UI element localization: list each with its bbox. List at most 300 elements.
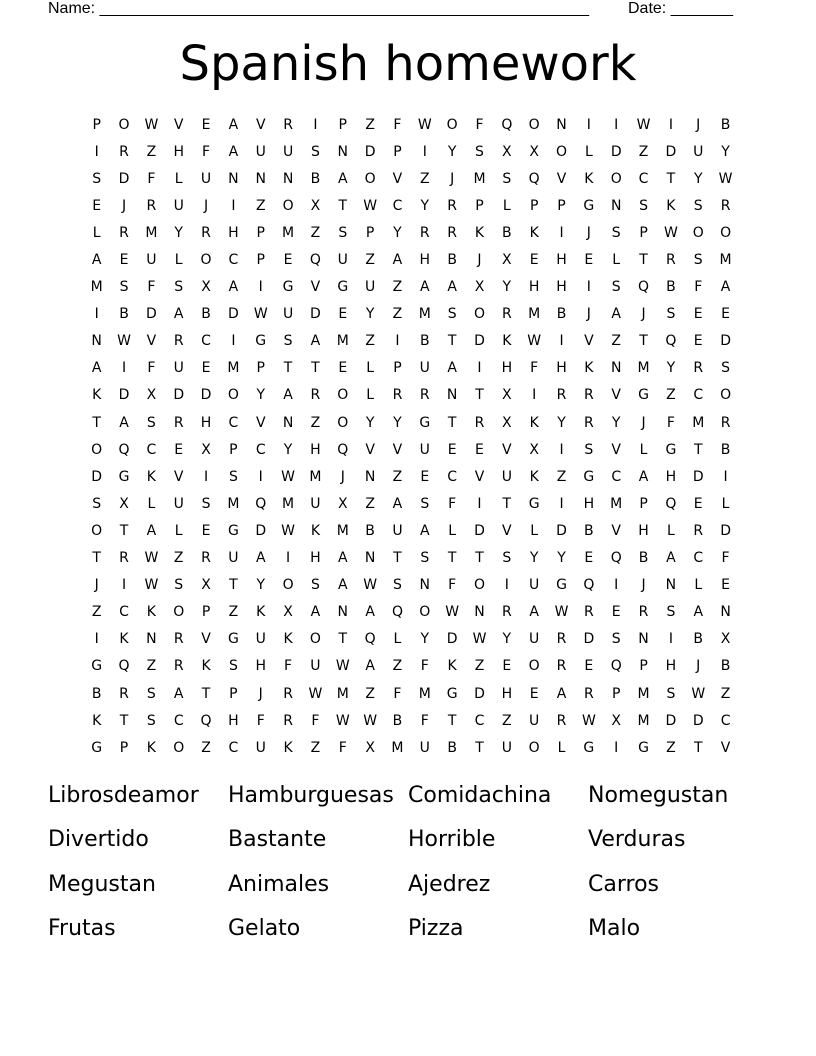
grid-letter[interactable]: E <box>529 252 539 269</box>
grid-letter[interactable]: Q <box>118 658 130 675</box>
grid-letter[interactable]: D <box>720 522 731 539</box>
grid-letter[interactable]: X <box>529 441 539 458</box>
grid-letter[interactable]: Z <box>392 658 403 675</box>
grid-letter[interactable]: F <box>147 170 156 187</box>
grid-letter[interactable]: A <box>529 604 539 621</box>
grid-letter[interactable]: K <box>283 631 293 648</box>
grid-letter[interactable]: V <box>310 279 321 296</box>
grid-letter[interactable]: K <box>666 197 676 214</box>
grid-letter[interactable]: Y <box>365 414 375 431</box>
grid-letter[interactable]: Y <box>393 414 402 431</box>
grid-letter[interactable]: K <box>92 387 102 404</box>
grid-letter[interactable]: K <box>502 333 512 350</box>
grid-letter[interactable]: M <box>336 333 349 350</box>
grid-letter[interactable]: Y <box>529 550 539 567</box>
grid-letter[interactable]: I <box>559 224 564 241</box>
grid-letter[interactable]: R <box>283 712 293 729</box>
grid-letter[interactable]: R <box>720 197 731 214</box>
grid-letter[interactable]: N <box>419 577 431 594</box>
grid-letter[interactable]: T <box>639 333 648 350</box>
grid-letter[interactable]: Z <box>310 414 321 431</box>
grid-letter[interactable]: S <box>310 143 320 160</box>
grid-letter[interactable]: P <box>639 495 648 512</box>
grid-letter[interactable]: Y <box>721 143 730 160</box>
grid-letter[interactable]: G <box>91 739 103 756</box>
grid-letter[interactable]: M <box>336 685 349 702</box>
grid-letter[interactable]: X <box>502 252 512 269</box>
grid-letter[interactable]: T <box>447 333 457 350</box>
grid-letter[interactable]: M <box>90 279 103 296</box>
grid-letter[interactable]: D <box>446 631 458 648</box>
grid-letter[interactable]: O <box>720 387 732 404</box>
grid-letter[interactable]: B <box>91 685 102 702</box>
grid-letter[interactable]: T <box>311 360 320 377</box>
grid-letter[interactable]: U <box>146 252 157 269</box>
grid-letter[interactable]: P <box>365 224 375 241</box>
grid-letter[interactable]: G <box>282 279 294 296</box>
grid-letter[interactable]: K <box>529 224 539 241</box>
grid-letter[interactable]: H <box>556 279 567 296</box>
grid-letter[interactable]: O <box>446 116 458 133</box>
grid-letter[interactable]: L <box>174 252 183 269</box>
grid-letter[interactable]: I <box>504 577 509 594</box>
grid-letter[interactable]: N <box>610 197 622 214</box>
grid-letter[interactable]: E <box>693 333 703 350</box>
grid-letter[interactable]: X <box>611 712 621 729</box>
grid-letter[interactable]: T <box>639 252 648 269</box>
grid-letter[interactable]: O <box>91 441 103 458</box>
grid-letter[interactable]: O <box>227 387 239 404</box>
grid-letter[interactable]: B <box>720 441 731 458</box>
grid-letter[interactable]: P <box>393 360 402 377</box>
grid-letter[interactable]: H <box>310 441 321 458</box>
grid-letter[interactable]: M <box>637 712 650 729</box>
grid-letter[interactable]: V <box>146 333 157 350</box>
grid-letter[interactable]: D <box>200 387 212 404</box>
grid-letter[interactable]: N <box>474 604 485 621</box>
grid-letter[interactable]: A <box>283 387 293 404</box>
grid-letter[interactable]: U <box>310 658 321 675</box>
grid-letter[interactable]: R <box>173 631 184 648</box>
grid-letter[interactable]: M <box>610 495 623 512</box>
grid-letter[interactable]: F <box>311 712 320 729</box>
grid-letter[interactable]: A <box>119 414 129 431</box>
grid-letter[interactable]: S <box>693 252 703 269</box>
grid-letter[interactable]: N <box>337 604 348 621</box>
grid-letter[interactable]: Y <box>393 224 402 241</box>
grid-letter[interactable]: B <box>720 116 731 133</box>
grid-letter[interactable]: A <box>611 306 621 323</box>
grid-letter[interactable]: R <box>638 604 649 621</box>
grid-letter[interactable]: T <box>693 739 703 756</box>
grid-letter[interactable]: D <box>310 306 321 323</box>
grid-letter[interactable]: Y <box>365 306 375 323</box>
grid-letter[interactable]: P <box>92 116 101 133</box>
grid-letter[interactable]: Z <box>365 495 375 512</box>
grid-letter[interactable]: V <box>611 441 621 458</box>
grid-letter[interactable]: Z <box>173 550 184 567</box>
grid-letter[interactable]: K <box>529 468 539 485</box>
grid-letter[interactable]: H <box>501 685 513 702</box>
grid-letter[interactable]: D <box>118 387 130 404</box>
grid-letter[interactable]: A <box>173 685 184 702</box>
grid-letter[interactable]: C <box>720 712 731 729</box>
grid-letter[interactable]: S <box>338 224 348 241</box>
grid-letter[interactable]: Q <box>364 631 376 648</box>
grid-letter[interactable]: L <box>639 441 648 458</box>
grid-letter[interactable]: E <box>420 468 430 485</box>
grid-letter[interactable]: A <box>720 279 731 296</box>
grid-letter[interactable]: Q <box>665 495 677 512</box>
grid-letter[interactable]: C <box>255 441 266 458</box>
grid-letter[interactable]: I <box>586 116 591 133</box>
grid-letter[interactable]: T <box>283 360 293 377</box>
grid-letter[interactable]: E <box>92 197 102 214</box>
grid-letter[interactable]: K <box>474 224 485 241</box>
grid-letter[interactable]: Z <box>556 468 567 485</box>
grid-letter[interactable]: A <box>310 604 321 621</box>
grid-letter[interactable]: U <box>310 495 321 512</box>
grid-letter[interactable]: G <box>446 685 458 702</box>
grid-letter[interactable]: Y <box>447 143 457 160</box>
grid-letter[interactable]: D <box>474 685 485 702</box>
grid-letter[interactable]: A <box>91 360 102 377</box>
grid-letter[interactable]: V <box>255 116 266 133</box>
grid-letter[interactable]: G <box>638 387 649 404</box>
grid-letter[interactable]: O <box>118 116 130 133</box>
grid-letter[interactable]: E <box>502 658 512 675</box>
grid-letter[interactable]: K <box>201 658 211 675</box>
grid-letter[interactable]: J <box>94 577 99 594</box>
grid-letter[interactable]: E <box>693 495 703 512</box>
grid-letter[interactable]: U <box>501 468 512 485</box>
grid-letter[interactable]: W <box>581 712 596 729</box>
grid-letter[interactable]: D <box>665 143 677 160</box>
grid-letter[interactable]: U <box>529 631 540 648</box>
grid-letter[interactable]: K <box>256 604 266 621</box>
grid-letter[interactable]: O <box>91 522 103 539</box>
grid-letter[interactable]: I <box>258 468 263 485</box>
grid-letter[interactable]: E <box>721 577 730 594</box>
grid-letter[interactable]: S <box>639 197 648 214</box>
grid-letter[interactable]: R <box>693 360 704 377</box>
grid-letter[interactable]: T <box>92 414 101 431</box>
grid-letter[interactable]: M <box>692 414 705 431</box>
grid-letter[interactable]: C <box>119 604 129 621</box>
grid-letter[interactable]: F <box>202 143 211 160</box>
grid-letter[interactable]: R <box>119 550 129 567</box>
grid-letter[interactable]: I <box>532 387 537 404</box>
grid-letter[interactable]: I <box>203 468 209 485</box>
grid-letter[interactable]: R <box>201 224 211 241</box>
grid-letter[interactable]: V <box>611 387 621 404</box>
grid-letter[interactable]: M <box>719 252 732 269</box>
grid-letter[interactable]: V <box>173 468 184 485</box>
grid-letter[interactable]: U <box>173 495 184 512</box>
grid-letter[interactable]: Q <box>118 441 130 458</box>
grid-letter[interactable]: G <box>337 279 349 296</box>
grid-letter[interactable]: T <box>229 577 238 594</box>
grid-letter[interactable]: U <box>501 739 512 756</box>
grid-letter[interactable]: D <box>364 143 376 160</box>
grid-letter[interactable]: Y <box>666 360 676 377</box>
grid-letter[interactable]: C <box>447 468 458 485</box>
grid-letter[interactable]: M <box>473 170 486 187</box>
grid-letter[interactable]: Z <box>365 252 375 269</box>
grid-letter[interactable]: L <box>612 252 621 269</box>
grid-letter[interactable]: B <box>365 522 375 539</box>
grid-letter[interactable]: W <box>472 631 487 648</box>
grid-letter[interactable]: Y <box>693 170 703 187</box>
grid-letter[interactable]: U <box>282 143 294 160</box>
grid-letter[interactable]: U <box>173 197 184 214</box>
grid-letter[interactable]: O <box>337 387 349 404</box>
grid-letter[interactable]: A <box>556 685 567 702</box>
grid-letter[interactable]: P <box>256 360 265 377</box>
grid-letter[interactable]: X <box>119 495 129 512</box>
grid-letter[interactable]: S <box>228 658 238 675</box>
grid-letter[interactable]: T <box>119 522 129 539</box>
grid-letter[interactable]: G <box>91 658 103 675</box>
grid-letter[interactable]: D <box>118 170 130 187</box>
grid-letter[interactable]: G <box>638 739 649 756</box>
grid-letter[interactable]: G <box>227 631 239 648</box>
grid-letter[interactable]: W <box>144 550 159 567</box>
grid-letter[interactable]: B <box>392 712 403 729</box>
grid-letter[interactable]: D <box>91 468 103 485</box>
grid-letter[interactable]: K <box>92 712 102 729</box>
grid-letter[interactable]: I <box>614 577 619 594</box>
grid-letter[interactable]: L <box>584 143 593 160</box>
grid-letter[interactable]: H <box>556 360 567 377</box>
grid-letter[interactable]: M <box>145 224 158 241</box>
grid-letter[interactable]: F <box>147 360 156 377</box>
grid-letter[interactable]: A <box>638 468 649 485</box>
grid-letter[interactable]: U <box>693 143 704 160</box>
grid-letter[interactable]: S <box>119 279 129 296</box>
grid-letter[interactable]: H <box>310 550 321 567</box>
grid-letter[interactable]: T <box>475 387 484 404</box>
grid-letter[interactable]: S <box>502 550 512 567</box>
grid-letter[interactable]: J <box>121 197 127 214</box>
grid-letter[interactable]: M <box>227 495 240 512</box>
grid-letter[interactable]: Q <box>200 712 212 729</box>
grid-letter[interactable]: R <box>556 631 567 648</box>
grid-letter[interactable]: H <box>173 143 184 160</box>
grid-letter[interactable]: L <box>557 739 566 756</box>
grid-letter[interactable]: M <box>418 685 431 702</box>
grid-letter[interactable]: R <box>173 414 184 431</box>
grid-letter[interactable]: E <box>338 306 348 323</box>
grid-letter[interactable]: H <box>556 252 567 269</box>
grid-letter[interactable]: R <box>583 387 594 404</box>
grid-letter[interactable]: X <box>365 739 375 756</box>
grid-letter[interactable]: W <box>144 116 159 133</box>
grid-letter[interactable]: Z <box>365 333 375 350</box>
grid-letter[interactable]: T <box>693 441 703 458</box>
grid-letter[interactable]: S <box>146 414 156 431</box>
grid-letter[interactable]: P <box>639 658 648 675</box>
grid-letter[interactable]: O <box>692 224 704 241</box>
grid-letter[interactable]: G <box>419 414 431 431</box>
grid-letter[interactable]: M <box>227 360 240 377</box>
grid-letter[interactable]: G <box>583 739 595 756</box>
grid-letter[interactable]: C <box>611 468 622 485</box>
grid-letter[interactable]: W <box>636 116 651 133</box>
grid-letter[interactable]: I <box>121 360 127 377</box>
grid-letter[interactable]: M <box>528 306 541 323</box>
grid-letter[interactable]: U <box>392 522 403 539</box>
grid-letter[interactable]: H <box>665 468 677 485</box>
grid-letter[interactable]: Z <box>310 224 321 241</box>
grid-letter[interactable]: N <box>720 604 731 621</box>
grid-letter[interactable]: R <box>119 224 129 241</box>
grid-letter[interactable]: J <box>696 116 701 133</box>
grid-letter[interactable]: R <box>583 604 594 621</box>
grid-letter[interactable]: T <box>666 170 676 187</box>
grid-letter[interactable]: N <box>556 116 567 133</box>
grid-letter[interactable]: C <box>228 739 239 756</box>
grid-letter[interactable]: O <box>610 170 622 187</box>
grid-letter[interactable]: U <box>255 631 266 648</box>
grid-letter[interactable]: B <box>447 252 457 269</box>
grid-letter[interactable]: E <box>584 550 594 567</box>
grid-letter[interactable]: Z <box>638 143 649 160</box>
grid-letter[interactable]: K <box>146 468 156 485</box>
grid-letter[interactable]: P <box>229 441 238 458</box>
grid-letter[interactable]: V <box>611 522 621 539</box>
grid-letter[interactable]: R <box>583 685 594 702</box>
grid-letter[interactable]: A <box>228 116 239 133</box>
grid-letter[interactable]: J <box>340 468 345 485</box>
grid-letter[interactable]: I <box>723 468 728 485</box>
grid-letter[interactable]: Y <box>420 631 430 648</box>
grid-letter[interactable]: H <box>419 252 431 269</box>
grid-letter[interactable]: R <box>419 224 430 241</box>
grid-letter[interactable]: O <box>528 739 540 756</box>
grid-letter[interactable]: N <box>446 387 458 404</box>
grid-letter[interactable]: M <box>391 739 404 756</box>
grid-letter[interactable]: S <box>584 441 594 458</box>
grid-letter[interactable]: Z <box>146 143 157 160</box>
grid-letter[interactable]: N <box>364 468 376 485</box>
grid-letter[interactable]: N <box>610 360 622 377</box>
grid-letter[interactable]: N <box>146 631 157 648</box>
grid-letter[interactable]: A <box>173 306 184 323</box>
grid-letter[interactable]: D <box>556 522 567 539</box>
grid-letter[interactable]: Q <box>528 170 540 187</box>
grid-letter[interactable]: I <box>422 143 427 160</box>
grid-letter[interactable]: W <box>117 333 131 350</box>
grid-letter[interactable]: H <box>583 495 595 512</box>
grid-letter[interactable]: F <box>147 279 156 296</box>
grid-letter[interactable]: W <box>281 522 295 539</box>
grid-letter[interactable]: A <box>447 279 457 296</box>
grid-letter[interactable]: E <box>201 360 211 377</box>
grid-letter[interactable]: T <box>393 550 402 567</box>
grid-letter[interactable]: H <box>501 360 513 377</box>
grid-letter[interactable]: U <box>173 360 184 377</box>
grid-letter[interactable]: Q <box>638 279 650 296</box>
grid-letter[interactable]: R <box>173 658 184 675</box>
grid-letter[interactable]: E <box>721 306 730 323</box>
grid-letter[interactable]: I <box>286 550 291 567</box>
grid-letter[interactable]: S <box>92 495 102 512</box>
grid-letter[interactable]: N <box>638 631 649 648</box>
grid-letter[interactable]: C <box>392 197 403 214</box>
grid-letter[interactable]: R <box>556 387 567 404</box>
grid-letter[interactable]: K <box>310 522 321 539</box>
grid-letter[interactable]: Z <box>392 468 403 485</box>
grid-letter[interactable]: L <box>666 522 675 539</box>
grid-letter[interactable]: P <box>119 739 129 756</box>
grid-letter[interactable]: I <box>94 306 99 323</box>
grid-letter[interactable]: G <box>583 468 595 485</box>
grid-letter[interactable]: B <box>693 631 704 648</box>
grid-letter[interactable]: Z <box>91 604 102 621</box>
grid-letter[interactable]: Y <box>283 441 293 458</box>
grid-letter[interactable]: U <box>228 550 239 567</box>
grid-letter[interactable]: R <box>447 224 457 241</box>
grid-letter[interactable]: P <box>229 685 238 702</box>
grid-letter[interactable]: G <box>665 441 677 458</box>
grid-letter[interactable]: P <box>256 252 265 269</box>
grid-letter[interactable]: V <box>392 441 403 458</box>
grid-letter[interactable]: Y <box>174 224 183 241</box>
grid-letter[interactable]: A <box>337 170 348 187</box>
grid-letter[interactable]: O <box>528 658 540 675</box>
grid-letter[interactable]: Z <box>420 170 430 187</box>
grid-letter[interactable]: O <box>309 631 321 648</box>
grid-letter[interactable]: Z <box>611 333 621 350</box>
grid-letter[interactable]: A <box>392 252 403 269</box>
grid-letter[interactable]: I <box>477 360 482 377</box>
grid-letter[interactable]: G <box>255 333 267 350</box>
grid-letter[interactable]: E <box>201 522 211 539</box>
grid-letter[interactable]: W <box>281 468 295 485</box>
grid-letter[interactable]: I <box>231 197 236 214</box>
grid-letter[interactable]: U <box>255 739 266 756</box>
grid-letter[interactable]: Z <box>666 739 676 756</box>
grid-letter[interactable]: W <box>527 333 542 350</box>
grid-letter[interactable]: D <box>692 712 704 729</box>
grid-letter[interactable]: U <box>200 170 212 187</box>
grid-letter[interactable]: R <box>556 712 567 729</box>
grid-letter[interactable]: F <box>256 712 265 729</box>
grid-letter[interactable]: R <box>173 333 184 350</box>
grid-letter[interactable]: Z <box>228 604 239 621</box>
grid-letter[interactable]: V <box>365 441 375 458</box>
grid-letter[interactable]: T <box>475 550 484 567</box>
grid-letter[interactable]: I <box>586 279 591 296</box>
grid-letter[interactable]: D <box>474 522 485 539</box>
grid-letter[interactable]: E <box>201 116 211 133</box>
grid-letter[interactable]: S <box>611 224 621 241</box>
grid-letter[interactable]: L <box>147 495 156 512</box>
grid-letter[interactable]: Z <box>255 197 266 214</box>
grid-letter[interactable]: Z <box>474 658 485 675</box>
grid-letter[interactable]: O <box>473 306 485 323</box>
grid-letter[interactable]: R <box>392 387 403 404</box>
grid-letter[interactable]: X <box>474 279 485 296</box>
grid-letter[interactable]: S <box>201 495 211 512</box>
grid-letter[interactable]: D <box>583 631 595 648</box>
grid-letter[interactable]: Z <box>392 306 403 323</box>
grid-letter[interactable]: W <box>144 577 159 594</box>
grid-letter[interactable]: N <box>337 143 348 160</box>
grid-letter[interactable]: R <box>201 550 211 567</box>
grid-letter[interactable]: I <box>559 441 564 458</box>
